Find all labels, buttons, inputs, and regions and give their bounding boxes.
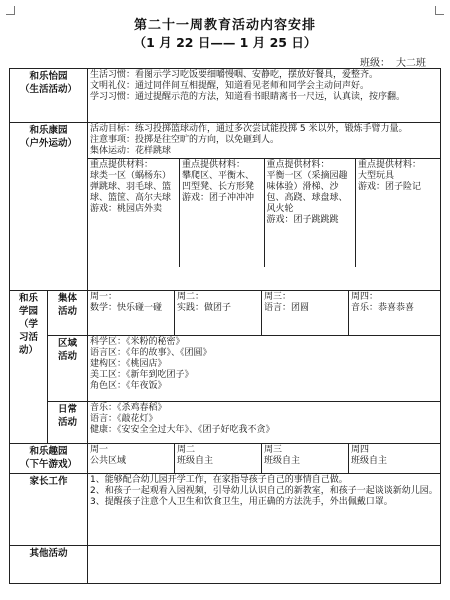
other-label-cell: 其他活动 [10,546,88,584]
date-range: （1 月 22 日—— 1 月 25 日） [133,35,317,50]
class-name: 大二班 [396,58,426,69]
other-row [10,546,441,584]
collective-day-3: 周三： 语言：团圆 [262,291,349,336]
game-row [10,444,441,474]
zone-line: 语言区：《年的故事》、《团圆》 [90,348,212,358]
game-day-3: 周三 班级自主 [262,444,349,474]
parent-row [10,474,441,546]
life-line: 文明礼仪：通过同伴间互相提醒，知道看见老师和同学会主动问声好。 [90,81,370,91]
life-row [10,69,441,123]
collective-day-4: 周四： 音乐：恭喜恭喜 [349,291,441,336]
game-label-cell: 和乐趣园 （下午游戏） [10,444,88,474]
life-line: 学习习惯：通过提醒示范的方法，知道看书眼睛离书一尺远，认真读，按序翻。 [90,92,406,102]
parent-line: 2、和孩子一起观看入园视频，引导幼儿认识自己的新教室，和孩子一起谈谈新幼儿园。 [90,486,438,496]
parent-content-cell [88,474,441,546]
class-label: 班级： [360,58,390,69]
daily-content-cell [88,402,441,444]
collective-row [10,291,441,336]
outdoor-content-cell [88,123,441,291]
daily-line: 音乐：《杀鸡春稻》 [90,403,167,413]
life-label-cell: 和乐怡园 （生活活动） [10,69,88,123]
outdoor-area-4: 重点提供材料： 大型玩具 游戏：团子险记 [356,159,441,267]
document-title: 第二十一周教育活动内容安排 [133,18,316,33]
outdoor-area-2: 重点提供材料： 攀爬区、平衡木、凹型凳、长方形凳 游戏：团子冲冲冲 [180,159,264,267]
zone-row [10,336,441,402]
schedule-table [9,68,441,584]
game-day-4: 周四 班级自主 [349,444,441,474]
zone-line: 科学区：《米粉的秘密》 [90,337,185,347]
outdoor-areas [88,159,440,267]
outdoor-area-1: 重点提供材料： 球类一区（蜗杨东）弹跳球、羽毛球、篮球、篮筐、高尔夫球 游戏：桃园店外卖 [90,160,172,214]
parent-label-cell: 家长工作 [10,474,88,546]
life-content-cell [88,69,441,123]
parent-line: 1、能够配合幼儿园开学工作，在家指导孩子自己的事情自己做。 [90,475,348,485]
outdoor-area-3: 重点提供材料： 平衡一区（采摘园趣味体验）滑梯、沙包、高跷、球盘球、风火轮 游戏：团子跳跳跳 [264,159,356,267]
collective-day-2: 周二： 实践：做团子 [175,291,262,336]
zone-content-cell [88,336,441,402]
daily-line: 健康：《安安全全过大年》、《团子好吃我不贪》 [90,425,275,435]
game-day-2: 周二 班级自主 [175,444,262,474]
study-label-cell: 和乐 学园 （学 习活 动） [10,291,48,444]
zone-line: 建构区：《桃园店》 [90,359,167,369]
collective-label-cell: 集体 活动 [48,291,88,336]
zone-line: 美工区：《新年到吃团子》 [90,370,194,380]
outdoor-line: 活动目标：练习投掷篮球动作，通过多次尝试能投掷 5 米以外，锻炼手臂力量。 [90,124,408,134]
parent-line: 3、提醒孩子注意个人卫生和饮食卫生，用正确的方法洗手，外出佩戴口罩。 [90,497,393,507]
daily-row [10,402,441,444]
outdoor-line: 注意事项：投掷是往空旷的方向，以免砸到人。 [90,135,280,145]
other-content-cell [88,546,441,584]
daily-line: 语言：《敲花灯》 [90,414,158,424]
outdoor-goals [88,123,440,159]
zone-line: 角色区：《年夜饭》 [90,381,167,391]
outdoor-row [10,123,441,291]
class-info [354,54,426,69]
life-line: 生活习惯：看图示学习吃饭要细嚼慢咽、安静吃，摆放好餐具，爱整齐。 [90,70,379,80]
outdoor-label-cell: 和乐康园 （户外运动） [10,123,88,291]
game-day-1: 周一 公共区域 [88,444,175,474]
collective-day-1: 周一： 数学：快乐碰一碰 [88,291,175,336]
zone-label-cell: 区域 活动 [48,336,88,402]
daily-label-cell: 日常 活动 [48,402,88,444]
outdoor-line: 集体运动：花样跳球 [90,146,172,156]
